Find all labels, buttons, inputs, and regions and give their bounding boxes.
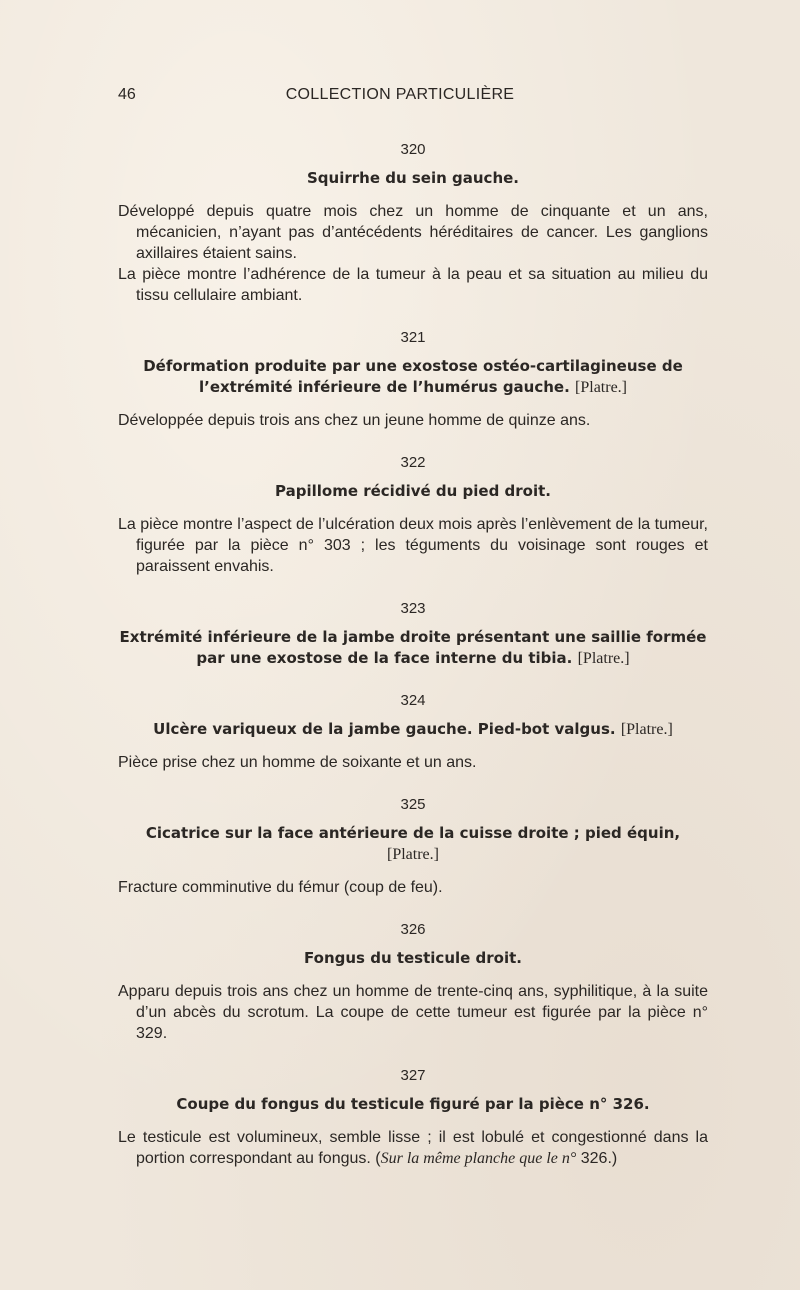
platre-tag: [Platre.] [575,379,628,396]
catalog-entry-324 [118,691,708,773]
entry-gap [118,1044,708,1066]
entry-description: Développée depuis trois ans chez un jeune homme de quinze ans. [118,412,591,429]
entry-description: Développé depuis quatre mois chez un homme de cinquante et un ans, mécanicien, n’ayant pas d’antécédents héréditaires de cancer. Les ganglions axillaires étaient sains. [118,203,708,262]
platre-tag: [Platre.] [620,721,673,738]
entry-number: 320 [400,141,426,158]
entry-title: Squirrhe du sein gauche. [307,169,519,187]
entry-description-text: Le testicule est volumineux, semble lisse ; il est lobulé et congestionné dans la portion correspondant au fongus. [118,1129,708,1167]
catalog-entry-327 [118,1066,708,1169]
catalog-entries [118,140,708,1169]
catalog-entry-326 [118,920,708,1044]
catalog-entry-321 [118,328,708,431]
entry-description: La pièce montre l’aspect de l’ulcération deux mois après l’enlèvement de la tumeur, figurée par la pièce n° 303 ; les téguments du voisinage sont rouges et paraissent envahis. [118,516,708,575]
entry-title-text: Déformation produite par une exostose ostéo-cartilagineuse de l’extrémité inférieure de l’humérus gauche. [143,357,683,396]
catalog-entry-320 [118,140,708,306]
catalog-entry-325 [118,795,708,898]
entry-title-text: Ulcère variqueux de la jambe gauche. Pied-bot valgus. [153,720,616,738]
entry-number: 326 [400,921,426,938]
entry-number: 321 [400,329,426,346]
entry-number: 325 [400,796,426,813]
entry-number: 322 [400,454,426,471]
entry-number: 327 [400,1067,426,1084]
catalog-entry-323 [118,599,708,669]
entry-gap [118,577,708,599]
entry-title: Papillome récidivé du pied droit. [275,482,551,500]
entry-number: 324 [400,692,426,709]
italic-note: Sur la même planche que le n° [380,1150,577,1167]
entry-title [118,627,708,669]
entry-title [118,356,708,398]
entry-description: Le testicule est volumineux, semble lisse ; il est lobulé et congestionné dans la portion correspondant au fongus. (Sur la même planche que le n° 326.) [118,1129,708,1167]
running-head [118,86,682,108]
entry-title: Coupe du fongus du testicule figuré par la pièce n° 326. [176,1095,650,1113]
platre-tag: [Platre.] [387,846,439,863]
italic-note-ref: 326.) [580,1150,618,1167]
entry-title-text: Cicatrice sur la face antérieure de la cuisse droite ; pied équin, [145,824,681,842]
entry-number: 323 [400,600,426,617]
entry-description: Fracture comminutive du fémur (coup de feu). [118,879,443,896]
entry-description: La pièce montre l’adhérence de la tumeur à la peau et sa situation au milieu du tissu cellulaire ambiant. [118,266,708,304]
entry-gap [118,306,708,328]
entry-title [118,719,708,740]
entry-gap [118,681,708,691]
entry-title-text: Extrémité inférieure de la jambe droite présentant une saillie formée par une exostose de la face interne du tibia. [119,628,707,667]
entry-title: Fongus du testicule droit. [304,949,522,967]
entry-description: Pièce prise chez un homme de soixante et un ans. [118,754,477,771]
running-title: COLLECTION PARTICULIÈRE [285,86,515,103]
entry-title [118,823,708,865]
entry-gap [118,898,708,920]
catalog-entry-322 [118,453,708,577]
entry-gap [118,431,708,453]
entry-gap [118,773,708,795]
entry-description: Apparu depuis trois ans chez un homme de trente-cinq ans, syphilitique, à la suite d’un abcès du scrotum. La coupe de cette tumeur est figurée par la pièce n° 329. [118,983,708,1042]
platre-tag: [Platre.] [577,650,630,667]
page-number: 46 [118,86,136,103]
